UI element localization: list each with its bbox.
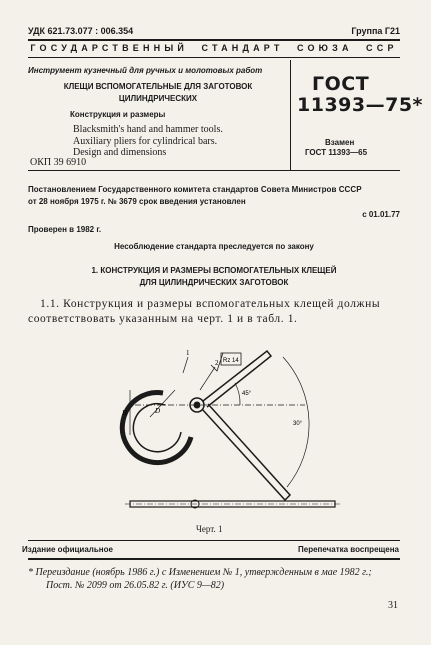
roughness-label: Rz 14 bbox=[223, 358, 239, 364]
angle-45-label: 45° bbox=[242, 391, 252, 397]
paragraph-line-2: соответствовать указанным на черт. 1 и в табл. 1. bbox=[28, 313, 298, 325]
footer-rule-2 bbox=[28, 558, 400, 560]
title-bottom-rule bbox=[28, 170, 400, 171]
gost-number: 11393—75* bbox=[297, 94, 423, 116]
english-title-line-1: Blacksmith's hand and hammer tools. bbox=[73, 124, 223, 135]
replaces-label: Взамен bbox=[325, 138, 355, 147]
label-2: 2 bbox=[215, 359, 219, 367]
checked-note: Проверен в 1982 г. bbox=[28, 225, 102, 234]
gost-label: ГОСТ bbox=[312, 73, 370, 95]
footer-rule bbox=[28, 540, 400, 541]
angle-arc-small bbox=[235, 383, 240, 405]
dim-h-label: H bbox=[122, 409, 128, 417]
edition-note bbox=[28, 566, 408, 592]
decree-line-1: Постановлением Государственного комитета стандартов Совета Министров СССР bbox=[28, 185, 362, 194]
title-line-2: ЦИЛИНДРИЧЕСКИХ bbox=[118, 94, 198, 103]
group-code: Группа Г21 bbox=[351, 26, 400, 36]
law-notice: Несоблюдение стандарта преследуется по закону bbox=[114, 242, 314, 251]
official-edition: Издание официальное bbox=[22, 545, 113, 554]
okp-code: ОКП 39 6910 bbox=[30, 157, 87, 168]
dim-d-label: D bbox=[155, 407, 161, 415]
paragraph-line-1: 1.1. Конструкция и размеры вспомогательных клещей должны bbox=[40, 298, 381, 310]
udk-code: УДК 621.73.077 : 006.354 bbox=[28, 26, 134, 36]
title-divider bbox=[290, 60, 291, 170]
english-title bbox=[73, 124, 223, 159]
top-rule bbox=[28, 39, 400, 41]
effective-date: с 01.01.77 bbox=[362, 210, 400, 219]
decree-line-2: от 28 ноября 1975 г. № 3679 срок введения установлен bbox=[28, 197, 246, 206]
english-title-line-2: Auxiliary pliers for cylindrical bars. bbox=[73, 135, 218, 147]
leader-2 bbox=[200, 367, 215, 390]
handle-lower bbox=[202, 404, 290, 500]
section-heading-line-1: 1. КОНСТРУКЦИЯ И РАЗМЕРЫ ВСПОМОГАТЕЛЬНЫХ КЛЕЩЕЙ bbox=[91, 266, 337, 275]
banner-rule bbox=[28, 57, 400, 58]
section-heading-line-2: ДЛЯ ЦИЛИНДРИЧЕСКИХ ЗАГОТОВОК bbox=[139, 278, 289, 287]
english-title-line-3: Design and dimensions bbox=[73, 147, 167, 158]
leader-1 bbox=[183, 357, 188, 373]
page-number: 31 bbox=[388, 600, 398, 611]
edition-note-line-2: Пост. № 2099 от 26.05.82 г. (ИУС 9—82) bbox=[46, 580, 225, 591]
replaces-standard: ГОСТ 11393—65 bbox=[305, 148, 368, 157]
label-1: 1 bbox=[186, 349, 190, 357]
edition-note-line-1: * Переиздание (ноябрь 1986 г.) с Изменением № 1, утвержденным в мае 1982 г.; bbox=[28, 567, 372, 578]
figure-caption: Черт. 1 bbox=[196, 524, 223, 534]
tool-category: Инструмент кузнечный для ручных и молотовых работ bbox=[28, 66, 263, 75]
angle-30-label: 30° bbox=[293, 421, 303, 427]
subtitle: Конструкция и размеры bbox=[70, 110, 166, 119]
standard-banner: ГОСУДАРСТВЕННЫЙ СТАНДАРТ СОЮЗА ССР bbox=[30, 43, 398, 53]
title-line-1: КЛЕЩИ ВСПОМОГАТЕЛЬНЫЕ ДЛЯ ЗАГОТОВОК bbox=[63, 82, 253, 91]
side-view-drawing bbox=[125, 495, 340, 515]
reprint-notice: Перепечатка воспрещена bbox=[298, 545, 399, 554]
